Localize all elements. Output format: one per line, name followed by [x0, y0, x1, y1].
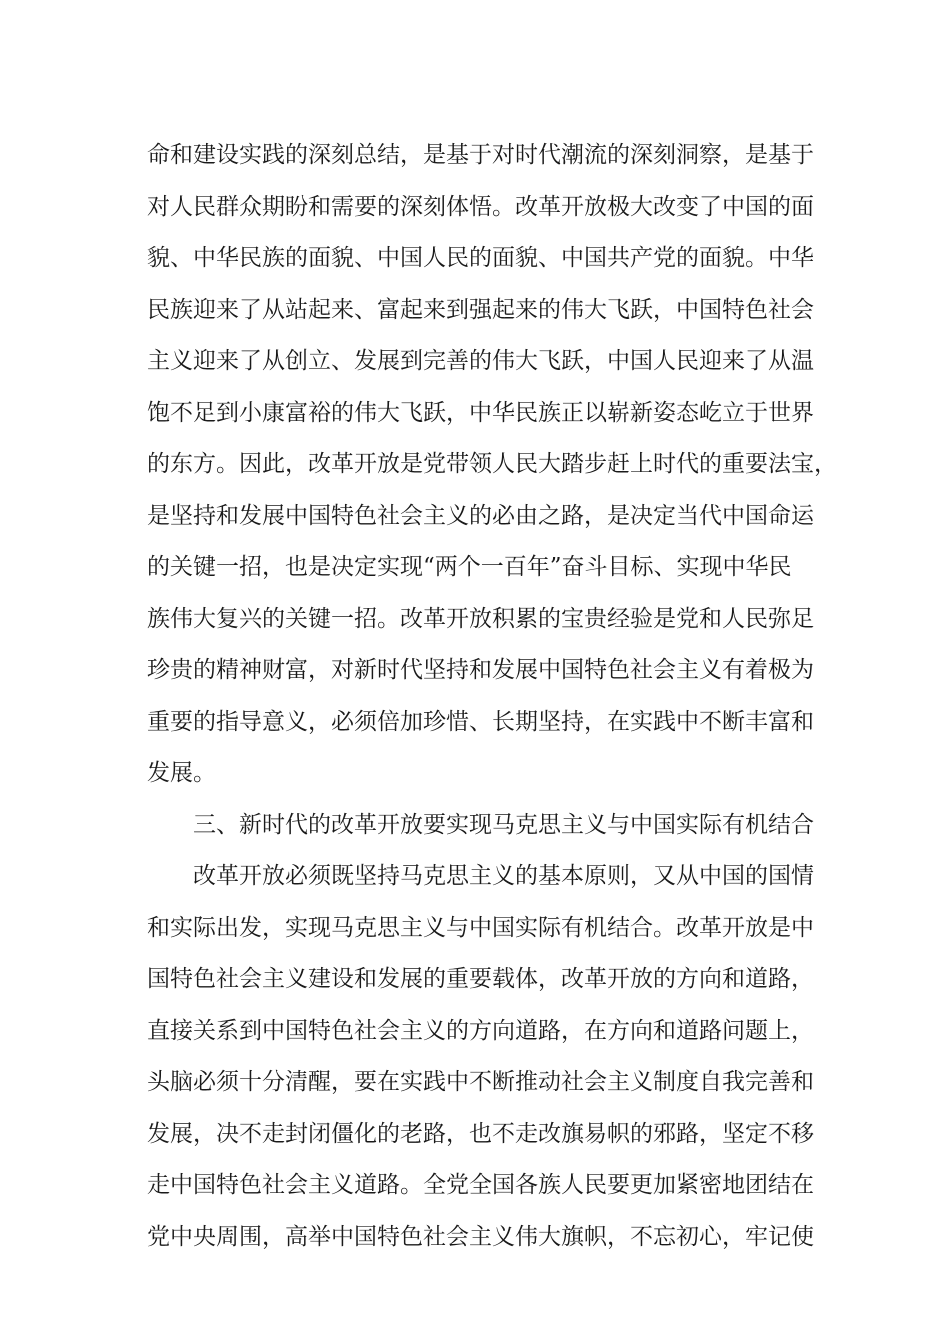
section-heading: 三、新时代的改革开放要实现马克思主义与中国实际有机结合: [193, 811, 814, 838]
body-text-line: 貌、中华民族的面貌、中国人民的面貌、中国共产党的面貌。中华: [147, 245, 814, 271]
body-text-line: 珍贵的精神财富，对新时代坚持和发展中国特色社会主义有着极为: [147, 657, 814, 683]
body-text-line: 对人民群众期盼和需要的深刻体悟。改革开放极大改变了中国的面: [147, 193, 814, 220]
body-text-line: 国特色社会主义建设和发展的重要载体，改革开放的方向和道路，: [147, 966, 814, 992]
body-text-line: 民族迎来了从站起来、富起来到强起来的伟大飞跃，中国特色社会: [147, 296, 814, 323]
body-text-line: 饱不足到小康富裕的伟大飞跃，中华民族正以崭新姿态屹立于世界: [147, 399, 814, 426]
body-text-line: 发展。: [147, 760, 216, 786]
body-text-line: 重要的指导意义，必须倍加珍惜、长期坚持，在实践中不断丰富和: [147, 708, 814, 735]
document-body: [147, 130, 837, 1263]
body-text-line: 党中央周围，高举中国特色社会主义伟大旗帜，不忘初心，牢记使: [147, 1223, 814, 1250]
paragraph-first-line: 改革开放必须既坚持马克思主义的基本原则，又从中国的国情: [193, 863, 814, 889]
body-text-line: 的东方。因此，改革开放是党带领人民大踏步赶上时代的重要法宝，: [147, 451, 837, 477]
body-text-line: 走中国特色社会主义道路。全党全国各族人民要更加紧密地团结在: [147, 1172, 814, 1198]
body-text-line: 和实际出发，实现马克思主义与中国实际有机结合。改革开放是中: [147, 914, 814, 941]
body-text-line: 主义迎来了从创立、发展到完善的伟大飞跃，中国人民迎来了从温: [147, 348, 814, 374]
body-text-line: 的关键一招，也是决定实现“两个一百年”奋斗目标、实现中华民: [147, 554, 792, 580]
body-text-line: 是坚持和发展中国特色社会主义的必由之路，是决定当代中国命运: [147, 502, 814, 529]
body-text-line: 发展，决不走封闭僵化的老路，也不走改旗易帜的邪路，坚定不移: [147, 1120, 814, 1147]
body-text-line: 族伟大复兴的关键一招。改革开放积累的宝贵经验是党和人民弥足: [147, 605, 814, 632]
body-text-line: 头脑必须十分清醒，要在实践中不断推动社会主义制度自我完善和: [147, 1069, 814, 1095]
body-text-line: 直接关系到中国特色社会主义的方向道路，在方向和道路问题上，: [147, 1017, 814, 1044]
body-text-line: 命和建设实践的深刻总结，是基于对时代潮流的深刻洞察，是基于: [147, 142, 814, 168]
